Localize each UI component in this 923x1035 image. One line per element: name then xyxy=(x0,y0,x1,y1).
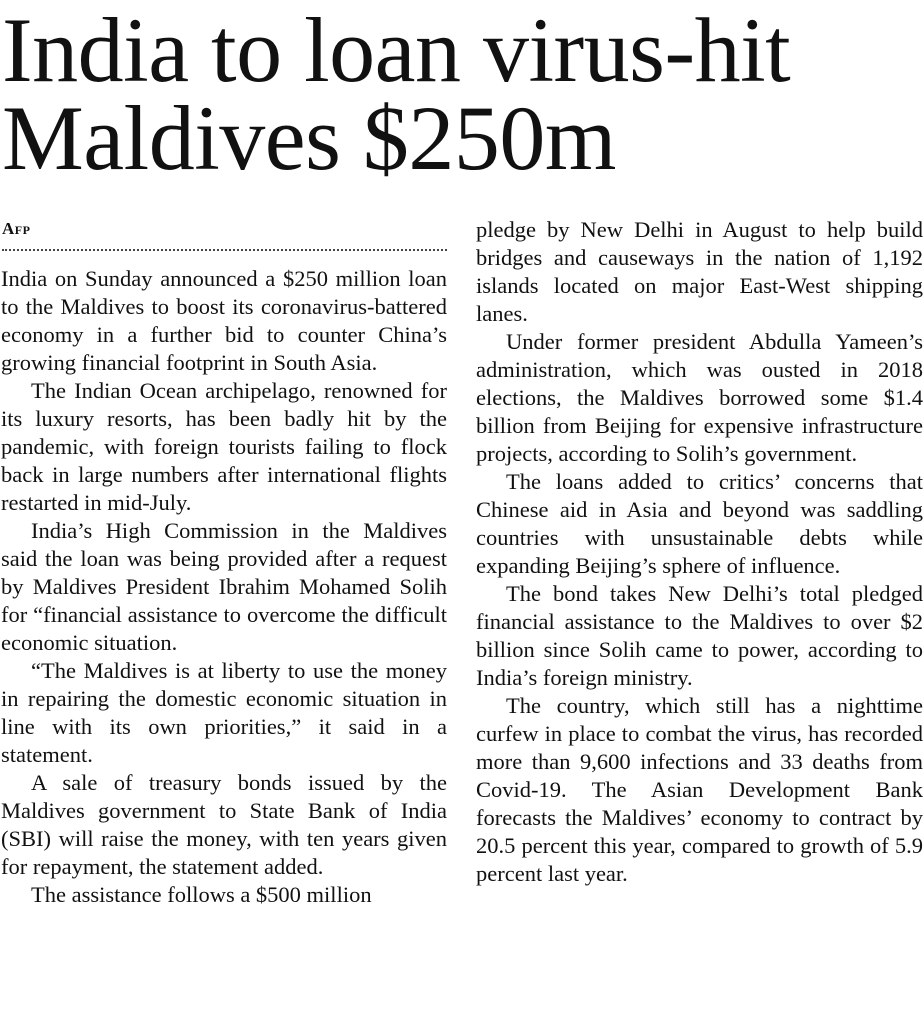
headline xyxy=(2,0,923,189)
byline-divider xyxy=(2,249,447,251)
article-column-left xyxy=(1,265,447,909)
paragraph-continued: pledge by New Delhi in August to help build bridges and causeways in the nation of 1,192 islands located on major East-West shipping lanes. xyxy=(476,217,923,326)
paragraph: The country, which still has a nighttime curfew in place to combat the virus, has recorded more than 9,600 infections and 33 deaths from Covid-19. The Asian Development Bank forecasts the Maldives’ economy to contract by 20.5 percent this year, compared to growth of 5.9 percent last year. xyxy=(476,693,923,886)
headline-line-2: Maldives $250m xyxy=(2,87,616,189)
headline-line-1: India to loan virus-hit xyxy=(2,0,791,101)
paragraph: A sale of treasury bonds issued by the Maldives government to State Bank of India (SBI) will raise the money, with ten years given for repayment, the statement added. xyxy=(1,770,447,879)
paragraph: The loans added to critics’ concerns that Chinese aid in Asia and beyond was saddling countries with unsustainable debts while expanding Beijing’s sphere of influence. xyxy=(476,469,923,578)
article-column-right xyxy=(476,216,923,888)
paragraph: India on Sunday announced a $250 million loan to the Maldives to boost its coronavirus-battered economy in a further bid to counter China’s growing financial footprint in South Asia. xyxy=(1,266,447,375)
byline: Afp xyxy=(2,219,31,238)
paragraph: The bond takes New Delhi’s total pledged financial assistance to the Maldives to over $2 billion since Solih came to power, according to India’s foreign ministry. xyxy=(476,581,923,690)
paragraph: The assistance follows a $500 million xyxy=(31,882,372,907)
paragraph: India’s High Commission in the Maldives said the loan was being provided after a request by Maldives President Ibrahim Mohamed Solih for “financial assistance to overcome the difficult economic situation. xyxy=(1,518,447,655)
paragraph: Under former president Abdulla Yameen’s administration, which was ousted in 2018 elections, the Maldives borrowed some $1.4 billion from Beijing for expensive infrastructure projects, according to Solih’s government. xyxy=(476,329,923,466)
paragraph: The Indian Ocean archipelago, renowned for its luxury resorts, has been badly hit by the pandemic, with foreign tourists failing to flock back in large numbers after international flights restarted in mid-July. xyxy=(1,378,447,515)
paragraph: “The Maldives is at liberty to use the money in repairing the domestic economic situation in line with its own priorities,” it said in a statement. xyxy=(1,658,447,767)
